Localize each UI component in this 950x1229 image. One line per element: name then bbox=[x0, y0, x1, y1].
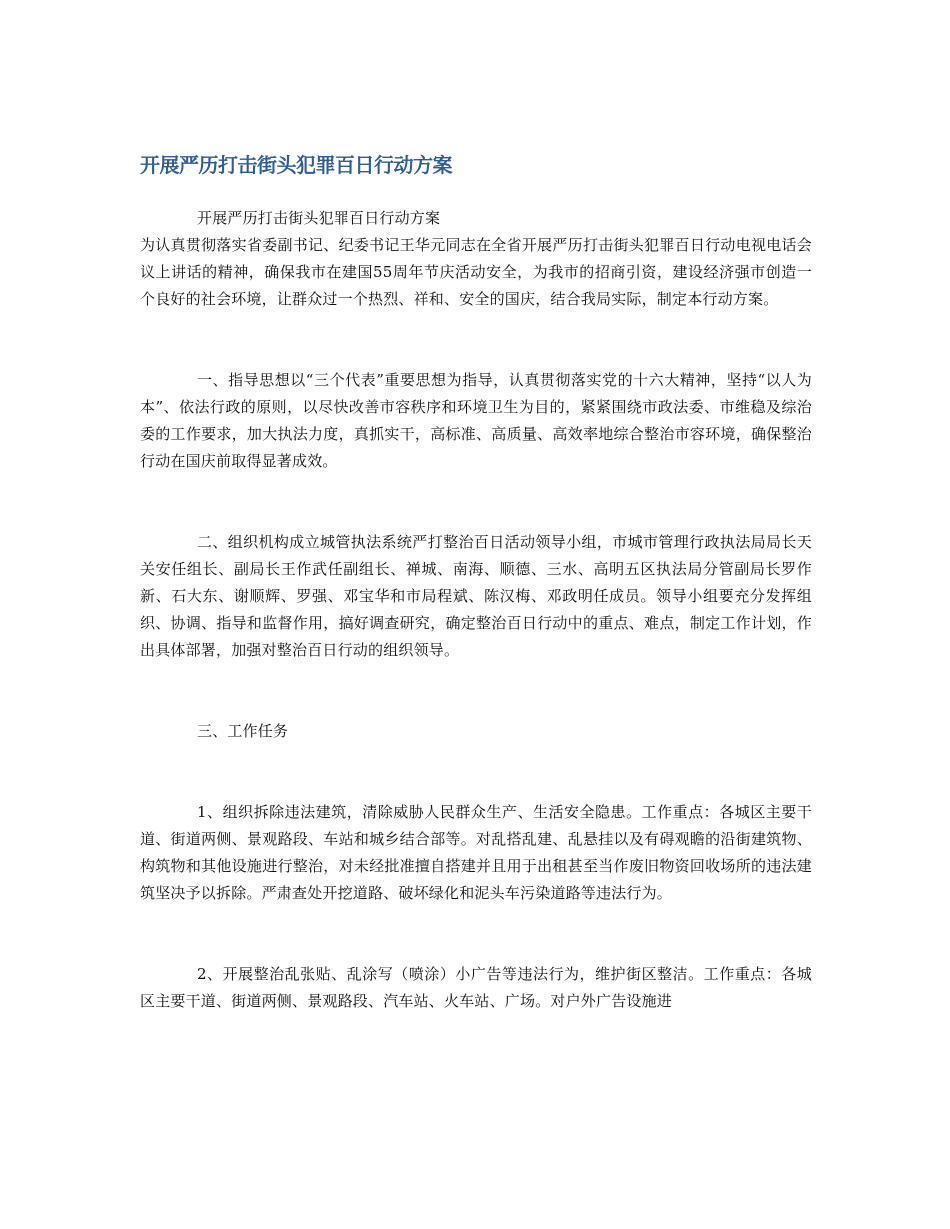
section-tasks-heading: 三、工作任务 bbox=[197, 722, 289, 740]
document-subtitle: 开展严历打击街头犯罪百日行动方案 bbox=[197, 209, 441, 227]
document-title: 开展严历打击街头犯罪百日行动方案 bbox=[140, 153, 452, 177]
section-guiding-ideology: 一、指导思想以“三个代表”重要思想为指导，认真贯彻落实党的十六大精神，坚持“以人为本”、依法行政的原则，以尽快改善市容秩序和环境卫生为目的，紧紧围绕市政法委、市维稳及综治委的工作要求，加大执法力度，真抓实干，高标准、高质量、高效率地综合整治市容环境，确保整治行动在国庆前取得显著成效。 bbox=[140, 371, 812, 470]
document-body bbox=[140, 205, 812, 1015]
task-item-2: 2、开展整治乱张贴、乱涂写（喷涂）小广告等违法行为，维护街区整洁。工作重点：各城区主要干道、街道两侧、景观路段、汽车站、火车站、广场。对户外广告设施进 bbox=[140, 965, 812, 1010]
intro-paragraph: 为认真贯彻落实省委副书记、纪委书记王华元同志在全省开展严历打击街头犯罪百日行动电视电话会议上讲话的精神，确保我市在建国55周年节庆活动安全，为我市的招商引资，建设经济强市创造一个良好的社会环境，让群众过一个热烈、祥和、安全的国庆，结合我局实际，制定本行动方案。 bbox=[140, 236, 812, 308]
task-item-1: 1、组织拆除违法建筑，清除威胁人民群众生产、生活安全隐患。工作重点：各城区主要干道、街道两侧、景观路段、车站和城乡结合部等。对乱搭乱建、乱悬挂以及有碍观瞻的沿街建筑物、构筑物和其他设施进行整治，对未经批准擅自搭建并且用于出租甚至当作废旧物资回收场所的违法建筑坚决予以拆除。严肃查处开挖道路、破坏绿化和泥头车污染道路等违法行为。 bbox=[140, 803, 812, 902]
section-organization: 二、组织机构成立城管执法系统严打整治百日活动领导小组，市城市管理行政执法局局长天关安任组长、副局长王作武任副组长、禅城、南海、顺德、三水、高明五区执法局分管副局长罗作新、石大东、谢顺辉、罗强、邓宝华和市局程斌、陈汉梅、邓政明任成员。领导小组要充分发挥组织、协调、指导和监督作用，搞好调查研究，确定整治百日行动中的重点、难点，制定工作计划，作出具体部署，加强对整治百日行动的组织领导。 bbox=[140, 533, 812, 659]
